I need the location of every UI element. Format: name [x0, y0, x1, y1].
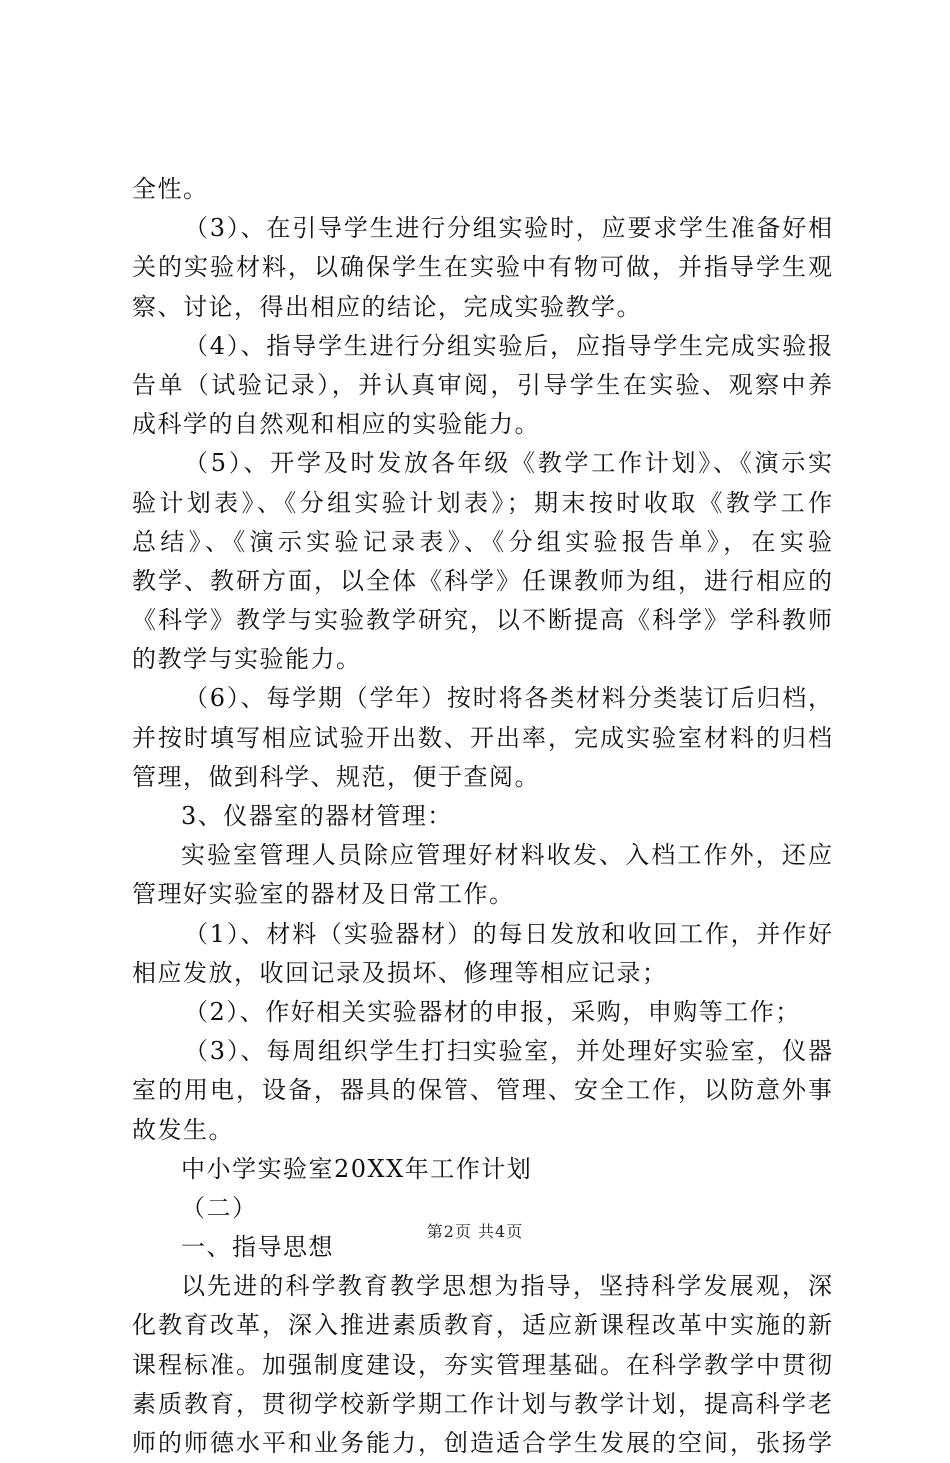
- section-heading: 3、仪器室的器材管理：: [181, 802, 453, 830]
- document-title: 中小学实验室20XX年工作计划: [181, 1154, 533, 1183]
- text-line: 化教育改革，深入推进素质教育，适应新课程改革中实施的新: [132, 1311, 832, 1340]
- text-line: （2）、作好相关实验器材的申报，采购，申购等工作；: [184, 997, 801, 1026]
- text-line: 告单（试验记录），并认真审阅，引导学生在实验、观察中养: [132, 370, 832, 399]
- document-subtitle: （二）: [181, 1193, 258, 1222]
- text-line: 《科学》教学与实验教学研究，以不断提高《科学》学科教师: [132, 606, 832, 635]
- text-line: 全性。: [132, 175, 209, 203]
- text-line: （1）、材料（实验器材）的每日发放和收回工作，并作好: [184, 919, 832, 948]
- text-line: 师的师德水平和业务能力，创造适合学生发展的空间，张扬学: [132, 1429, 832, 1457]
- text-line: 的教学与实验能力。: [132, 645, 362, 674]
- text-line: 教学、教研方面，以全体《科学》任课教师为组，进行相应的: [132, 566, 832, 595]
- text-line: 相应发放，收回记录及损坏、修理等相应记录；: [132, 958, 668, 987]
- text-line: 总结》、《演示实验记录表》、《分组实验报告单》，在实验: [132, 527, 832, 556]
- text-line: 察、讨论，得出相应的结论，完成实验教学。: [132, 292, 642, 321]
- section-heading: 一、指导思想: [181, 1233, 334, 1262]
- page-number: 第2页 共4页: [426, 1222, 524, 1241]
- text-line: （6）、每学期（学年）按时将各类材料分类装订后归档，: [184, 684, 832, 713]
- text-line: （5）、开学及时发放各年级《教学工作计划》、《演示实: [184, 449, 832, 478]
- text-line: 验计划表》、《分组实验计划表》；期末按时收取《教学工作: [132, 488, 832, 517]
- text-line: 素质教育，贯彻学校新学期工作计划与教学计划，提高科学老: [132, 1389, 832, 1418]
- text-line: 成科学的自然观和相应的实验能力。: [132, 410, 540, 439]
- text-line: 课程标准。加强制度建设，夯实管理基础。在科学教学中贯彻: [132, 1350, 832, 1379]
- text-line: （4）、指导学生进行分组实验后，应指导学生完成实验报: [184, 331, 832, 360]
- text-line: （3）、每周组织学生打扫实验室，并处理好实验室，仪器: [184, 1037, 832, 1066]
- text-line: 管理，做到科学、规范，便于查阅。: [132, 762, 540, 791]
- document-body: [132, 170, 832, 1463]
- text-line: （3）、在引导学生进行分组实验时，应要求学生准备好相: [184, 214, 832, 243]
- text-line: 故发生。: [132, 1115, 234, 1144]
- text-line: 并按时填写相应试验开出数、开出率，完成实验室材料的归档: [132, 723, 832, 752]
- text-line: 以先进的科学教育教学思想为指导，坚持科学发展观，深: [181, 1272, 832, 1301]
- text-line: 实验室管理人员除应管理好材料收发、入档工作外，还应: [181, 841, 832, 870]
- text-line: 室的用电，设备，器具的保管、管理、安全工作，以防意外事: [132, 1076, 832, 1105]
- text-line: 关的实验材料，以确保学生在实验中有物可做，并指导学生观: [132, 253, 832, 282]
- text-line: 管理好实验室的器材及日常工作。: [132, 880, 515, 909]
